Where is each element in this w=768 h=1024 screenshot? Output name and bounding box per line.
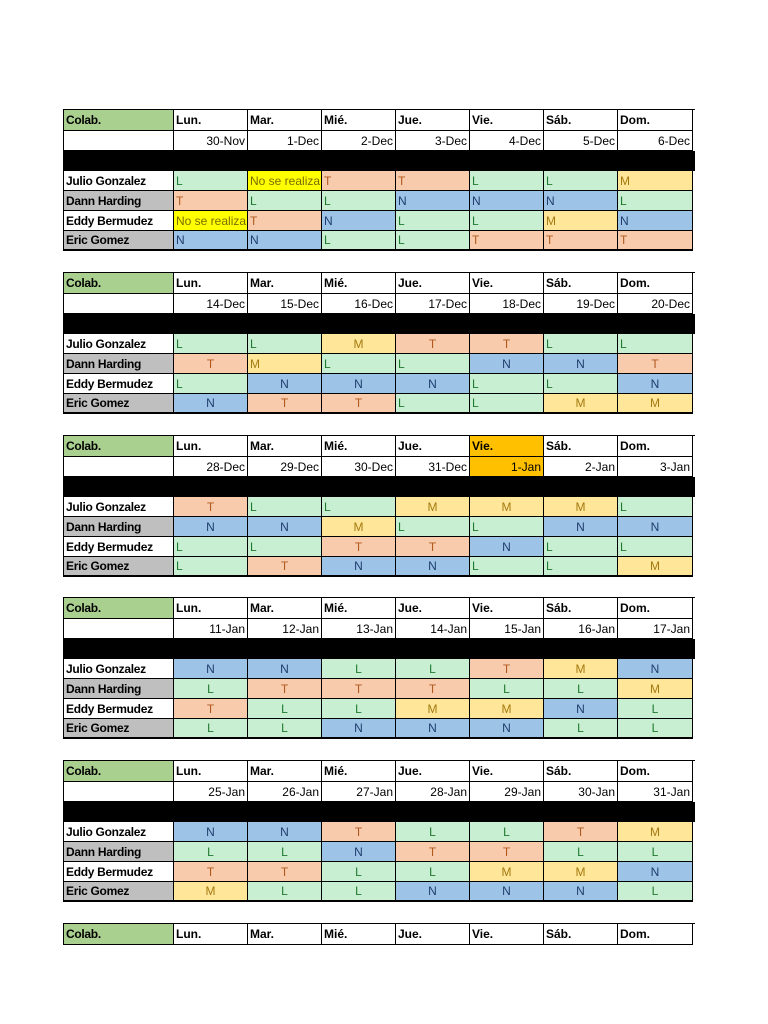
shift-cell[interactable]: T: [322, 171, 396, 191]
shift-cell[interactable]: L: [470, 822, 544, 842]
shift-cell[interactable]: M: [544, 659, 618, 679]
employee-name-cell[interactable]: Dann Harding: [64, 679, 174, 699]
day-header-cell[interactable]: Lun.: [174, 598, 248, 619]
shift-cell[interactable]: N: [544, 354, 618, 374]
shift-cell[interactable]: L: [618, 719, 693, 739]
shift-cell[interactable]: N: [544, 517, 618, 537]
employee-name-cell[interactable]: Julio Gonzalez: [64, 497, 174, 517]
shift-cell[interactable]: T: [322, 822, 396, 842]
date-cell[interactable]: 5-Dec: [544, 131, 618, 151]
shift-cell[interactable]: N: [322, 374, 396, 394]
day-header-cell[interactable]: Mié.: [322, 924, 396, 945]
shift-cell[interactable]: L: [396, 822, 470, 842]
colab-header-cell[interactable]: Colab.: [64, 436, 174, 457]
shift-cell[interactable]: L: [322, 231, 396, 251]
shift-cell[interactable]: T: [396, 171, 470, 191]
date-cell[interactable]: 27-Jan: [322, 782, 396, 802]
date-row-blank-cell[interactable]: [64, 782, 174, 802]
date-cell[interactable]: 13-Jan: [322, 619, 396, 639]
shift-cell[interactable]: N: [174, 822, 248, 842]
table-row: [64, 699, 695, 719]
shift-cell[interactable]: L: [322, 882, 396, 902]
date-cell[interactable]: 11-Jan: [174, 619, 248, 639]
shift-cell[interactable]: L: [618, 537, 693, 557]
header-row: [64, 436, 695, 457]
employee-name-cell[interactable]: Julio Gonzalez: [64, 822, 174, 842]
date-row-blank-cell[interactable]: [64, 619, 174, 639]
table-row: [64, 171, 695, 191]
date-cell[interactable]: 19-Dec: [544, 294, 618, 314]
date-row-blank-cell[interactable]: [64, 457, 174, 477]
day-header-cell[interactable]: Jue.: [396, 598, 470, 619]
table-row: [64, 882, 695, 902]
shift-cell[interactable]: L: [618, 497, 693, 517]
day-header-cell[interactable]: Dom.: [618, 924, 693, 945]
shift-cell[interactable]: L: [396, 517, 470, 537]
day-header-cell[interactable]: Mar.: [248, 924, 322, 945]
date-cell[interactable]: 15-Jan: [470, 619, 544, 639]
day-header-cell[interactable]: Mar.: [248, 598, 322, 619]
colab-header-cell[interactable]: Colab.: [64, 598, 174, 619]
employee-name-cell[interactable]: Eddy Bermudez: [64, 211, 174, 231]
colab-header-cell[interactable]: Colab.: [64, 110, 174, 131]
day-header-cell[interactable]: Sáb.: [544, 273, 618, 294]
shift-cell[interactable]: M: [248, 354, 322, 374]
date-cell[interactable]: 29-Jan: [470, 782, 544, 802]
employee-name-cell[interactable]: Eric Gomez: [64, 882, 174, 902]
header-row: [64, 598, 695, 619]
shift-cell[interactable]: T: [248, 557, 322, 577]
shift-cell[interactable]: N: [248, 822, 322, 842]
date-cell[interactable]: 12-Jan: [248, 619, 322, 639]
separator-bar: [64, 802, 695, 822]
week-grid: [63, 109, 695, 251]
week-table-partial: [63, 923, 694, 945]
date-cell[interactable]: 30-Jan: [544, 782, 618, 802]
shift-cell[interactable]: T: [618, 354, 693, 374]
table-row: [64, 497, 695, 517]
shift-cell[interactable]: T: [322, 537, 396, 557]
shift-cell[interactable]: M: [396, 699, 470, 719]
day-header-cell[interactable]: Vie.: [470, 110, 544, 131]
day-header-cell[interactable]: Mar.: [248, 761, 322, 782]
header-row: [64, 110, 695, 131]
week-table: [63, 597, 694, 739]
date-cell[interactable]: 20-Dec: [618, 294, 693, 314]
date-cell[interactable]: 18-Dec: [470, 294, 544, 314]
shift-cell[interactable]: L: [248, 191, 322, 211]
day-header-cell[interactable]: Mar.: [248, 436, 322, 457]
table-row: [64, 537, 695, 557]
header-row: [64, 273, 695, 294]
shift-cell[interactable]: L: [396, 394, 470, 414]
employee-name-cell[interactable]: Eddy Bermudez: [64, 537, 174, 557]
employee-name-cell[interactable]: Eddy Bermudez: [64, 699, 174, 719]
date-cell[interactable]: 29-Dec: [248, 457, 322, 477]
day-header-cell[interactable]: Jue.: [396, 761, 470, 782]
shift-cell[interactable]: M: [396, 497, 470, 517]
shift-cell[interactable]: M: [322, 517, 396, 537]
shift-cell[interactable]: N: [618, 374, 693, 394]
shift-cell[interactable]: L: [618, 699, 693, 719]
shift-cell[interactable]: T: [248, 679, 322, 699]
table-row: [64, 719, 695, 739]
shift-cell[interactable]: L: [174, 842, 248, 862]
date-cell[interactable]: 2-Jan: [544, 457, 618, 477]
week-grid: [63, 760, 695, 902]
shift-cell[interactable]: L: [544, 334, 618, 354]
table-row: [64, 211, 695, 231]
table-row: [64, 517, 695, 537]
shift-cell[interactable]: T: [174, 862, 248, 882]
shift-cell[interactable]: M: [470, 497, 544, 517]
shift-cell[interactable]: T: [248, 394, 322, 414]
shift-cell[interactable]: N: [322, 557, 396, 577]
shift-cell[interactable]: T: [396, 679, 470, 699]
date-cell[interactable]: 1-Dec: [248, 131, 322, 151]
table-row: [64, 354, 695, 374]
shift-cell[interactable]: L: [174, 557, 248, 577]
shift-cell[interactable]: N: [248, 659, 322, 679]
shift-cell[interactable]: T: [396, 537, 470, 557]
shift-cell[interactable]: N: [396, 882, 470, 902]
day-header-cell[interactable]: Mar.: [248, 110, 322, 131]
shift-cell[interactable]: L: [396, 659, 470, 679]
day-header-cell[interactable]: Lun.: [174, 761, 248, 782]
shift-cell[interactable]: T: [322, 394, 396, 414]
separator-bar: [64, 151, 695, 171]
day-header-cell[interactable]: Jue.: [396, 924, 470, 945]
table-row: [64, 557, 695, 577]
shift-cell[interactable]: L: [248, 842, 322, 862]
week-grid: [63, 272, 695, 414]
date-cell[interactable]: 30-Nov: [174, 131, 248, 151]
day-header-cell[interactable]: Lun.: [174, 110, 248, 131]
shift-cell[interactable]: L: [618, 191, 693, 211]
separator-bar: [64, 477, 695, 497]
table-row: [64, 374, 695, 394]
shift-cell[interactable]: T: [174, 699, 248, 719]
day-header-cell[interactable]: Lun.: [174, 924, 248, 945]
shift-cell[interactable]: N: [544, 882, 618, 902]
employee-name-cell[interactable]: Dann Harding: [64, 517, 174, 537]
day-header-cell[interactable]: Dom.: [618, 436, 693, 457]
shift-cell[interactable]: L: [396, 354, 470, 374]
shift-cell[interactable]: N: [470, 191, 544, 211]
date-cell[interactable]: 31-Dec: [396, 457, 470, 477]
date-cell[interactable]: 28-Jan: [396, 782, 470, 802]
shift-cell[interactable]: N: [248, 517, 322, 537]
day-header-cell[interactable]: Vie.: [470, 924, 544, 945]
employee-name-cell[interactable]: Eric Gomez: [64, 719, 174, 739]
shift-cell[interactable]: No se realiza: [174, 211, 248, 231]
day-header-cell[interactable]: Mié.: [322, 110, 396, 131]
shift-cell[interactable]: N: [248, 231, 322, 251]
shift-cell[interactable]: No se realiza: [248, 171, 322, 191]
shift-cell[interactable]: L: [470, 394, 544, 414]
shift-cell[interactable]: M: [174, 882, 248, 902]
shift-cell[interactable]: M: [544, 862, 618, 882]
table-row: [64, 679, 695, 699]
date-cell[interactable]: 2-Dec: [322, 131, 396, 151]
date-cell[interactable]: 30-Dec: [322, 457, 396, 477]
employee-name-cell[interactable]: Julio Gonzalez: [64, 659, 174, 679]
day-header-cell[interactable]: Dom.: [618, 273, 693, 294]
shift-cell[interactable]: T: [322, 679, 396, 699]
day-header-cell[interactable]: Lun.: [174, 273, 248, 294]
date-cell[interactable]: 3-Dec: [396, 131, 470, 151]
shift-cell[interactable]: T: [470, 842, 544, 862]
colab-header-cell[interactable]: Colab.: [64, 273, 174, 294]
shift-cell[interactable]: N: [618, 517, 693, 537]
date-cell[interactable]: 14-Dec: [174, 294, 248, 314]
day-header-cell[interactable]: Vie.: [470, 598, 544, 619]
shift-cell[interactable]: N: [544, 699, 618, 719]
week-table: [63, 109, 694, 251]
shift-cell[interactable]: L: [396, 231, 470, 251]
shift-cell[interactable]: M: [618, 394, 693, 414]
day-header-cell[interactable]: Jue.: [396, 436, 470, 457]
shift-cell[interactable]: N: [618, 862, 693, 882]
shift-cell[interactable]: L: [396, 211, 470, 231]
date-row: [64, 294, 695, 314]
shift-cell[interactable]: N: [470, 537, 544, 557]
shift-cell[interactable]: N: [174, 231, 248, 251]
date-cell[interactable]: 28-Dec: [174, 457, 248, 477]
shift-cell[interactable]: N: [544, 191, 618, 211]
date-cell[interactable]: 15-Dec: [248, 294, 322, 314]
shift-cell[interactable]: L: [618, 882, 693, 902]
header-row: [64, 761, 695, 782]
date-cell[interactable]: 4-Dec: [470, 131, 544, 151]
shift-cell[interactable]: N: [322, 211, 396, 231]
shift-cell[interactable]: L: [544, 171, 618, 191]
shift-cell[interactable]: L: [248, 334, 322, 354]
date-cell[interactable]: 25-Jan: [174, 782, 248, 802]
shift-cell[interactable]: L: [174, 679, 248, 699]
shift-cell[interactable]: T: [618, 231, 693, 251]
employee-name-cell[interactable]: Eddy Bermudez: [64, 374, 174, 394]
table-row: [64, 334, 695, 354]
shift-cell[interactable]: N: [174, 659, 248, 679]
shift-cell[interactable]: N: [322, 842, 396, 862]
table-row: [64, 659, 695, 679]
day-header-cell[interactable]: Sáb.: [544, 598, 618, 619]
date-cell[interactable]: 16-Jan: [544, 619, 618, 639]
date-row: [64, 782, 695, 802]
shift-cell[interactable]: L: [396, 862, 470, 882]
shift-cell[interactable]: L: [470, 679, 544, 699]
shift-cell[interactable]: M: [618, 171, 693, 191]
shift-cell[interactable]: M: [618, 679, 693, 699]
employee-name-cell[interactable]: Julio Gonzalez: [64, 171, 174, 191]
shift-cell[interactable]: T: [174, 497, 248, 517]
date-cell[interactable]: 6-Dec: [618, 131, 693, 151]
day-header-cell[interactable]: Vie.: [470, 761, 544, 782]
shift-cell[interactable]: T: [396, 334, 470, 354]
shift-cell[interactable]: T: [544, 231, 618, 251]
shift-cell[interactable]: N: [618, 659, 693, 679]
date-cell[interactable]: 17-Jan: [618, 619, 693, 639]
table-row: [64, 862, 695, 882]
day-header-cell[interactable]: Dom.: [618, 110, 693, 131]
employee-name-cell[interactable]: Eric Gomez: [64, 231, 174, 251]
shift-cell[interactable]: M: [470, 862, 544, 882]
shift-cell[interactable]: T: [174, 191, 248, 211]
day-header-cell[interactable]: Jue.: [396, 110, 470, 131]
shift-cell[interactable]: M: [618, 557, 693, 577]
day-header-cell[interactable]: Mié.: [322, 436, 396, 457]
shift-cell[interactable]: L: [322, 191, 396, 211]
shift-cell[interactable]: L: [174, 537, 248, 557]
shift-cell[interactable]: L: [544, 374, 618, 394]
shift-cell[interactable]: L: [544, 557, 618, 577]
table-row: [64, 842, 695, 862]
shift-cell[interactable]: M: [470, 699, 544, 719]
day-header-cell[interactable]: Lun.: [174, 436, 248, 457]
week-grid: [63, 923, 695, 945]
shift-cell[interactable]: N: [396, 374, 470, 394]
shift-cell[interactable]: L: [248, 882, 322, 902]
colab-header-cell[interactable]: Colab.: [64, 761, 174, 782]
date-cell[interactable]: 26-Jan: [248, 782, 322, 802]
date-cell[interactable]: 31-Jan: [618, 782, 693, 802]
shift-cell[interactable]: L: [544, 842, 618, 862]
shift-cell[interactable]: T: [248, 862, 322, 882]
shift-cell[interactable]: N: [470, 882, 544, 902]
week-table: [63, 760, 694, 902]
day-header-cell[interactable]: Mié.: [322, 761, 396, 782]
date-cell[interactable]: 1-Jan: [470, 457, 544, 477]
date-row-blank-cell[interactable]: [64, 131, 174, 151]
day-header-cell[interactable]: Sáb.: [544, 761, 618, 782]
shift-cell[interactable]: T: [248, 211, 322, 231]
date-row-blank-cell[interactable]: [64, 294, 174, 314]
separator-bar: [64, 639, 695, 659]
shift-cell[interactable]: L: [174, 334, 248, 354]
shift-cell[interactable]: M: [322, 334, 396, 354]
shift-cell[interactable]: N: [618, 211, 693, 231]
shift-cell[interactable]: L: [248, 719, 322, 739]
table-row: [64, 822, 695, 842]
date-cell[interactable]: 14-Jan: [396, 619, 470, 639]
shift-cell[interactable]: L: [174, 374, 248, 394]
week-table: [63, 435, 694, 577]
table-row: [64, 191, 695, 211]
day-header-cell[interactable]: Vie.: [470, 273, 544, 294]
shift-cell[interactable]: N: [470, 354, 544, 374]
day-header-cell[interactable]: Vie.: [470, 436, 544, 457]
shift-cell[interactable]: L: [322, 659, 396, 679]
shift-cell[interactable]: L: [322, 497, 396, 517]
day-header-cell[interactable]: Sáb.: [544, 924, 618, 945]
employee-name-cell[interactable]: Eric Gomez: [64, 394, 174, 414]
week-grid: [63, 597, 695, 739]
shift-cell[interactable]: N: [396, 719, 470, 739]
date-cell[interactable]: 3-Jan: [618, 457, 693, 477]
day-header-cell[interactable]: Sáb.: [544, 436, 618, 457]
day-header-cell[interactable]: Jue.: [396, 273, 470, 294]
shift-cell[interactable]: N: [396, 191, 470, 211]
shift-cell[interactable]: L: [248, 497, 322, 517]
shift-cell[interactable]: N: [396, 557, 470, 577]
shift-cell[interactable]: L: [544, 719, 618, 739]
shift-cell[interactable]: L: [248, 699, 322, 719]
shift-cell[interactable]: L: [322, 699, 396, 719]
day-header-cell[interactable]: Mié.: [322, 273, 396, 294]
shift-cell[interactable]: N: [174, 394, 248, 414]
employee-name-cell[interactable]: Dann Harding: [64, 191, 174, 211]
shift-cell[interactable]: L: [470, 517, 544, 537]
shift-cell[interactable]: L: [322, 354, 396, 374]
shift-cell[interactable]: L: [618, 842, 693, 862]
shift-cell[interactable]: T: [544, 822, 618, 842]
shift-cell[interactable]: L: [470, 557, 544, 577]
shift-cell[interactable]: N: [322, 719, 396, 739]
shift-cell[interactable]: L: [470, 211, 544, 231]
date-cell[interactable]: 16-Dec: [322, 294, 396, 314]
employee-name-cell[interactable]: Eddy Bermudez: [64, 862, 174, 882]
shift-cell[interactable]: L: [470, 374, 544, 394]
day-header-cell[interactable]: Dom.: [618, 598, 693, 619]
shift-cell[interactable]: L: [470, 171, 544, 191]
shift-cell[interactable]: L: [322, 862, 396, 882]
day-header-cell[interactable]: Sáb.: [544, 110, 618, 131]
date-cell[interactable]: 17-Dec: [396, 294, 470, 314]
employee-name-cell[interactable]: Julio Gonzalez: [64, 334, 174, 354]
shift-cell[interactable]: L: [544, 537, 618, 557]
date-row: [64, 131, 695, 151]
separator-bar: [64, 314, 695, 334]
table-row: [64, 231, 695, 251]
shift-cell[interactable]: L: [174, 719, 248, 739]
week-table: [63, 272, 694, 414]
shift-cell[interactable]: L: [248, 537, 322, 557]
shift-cell[interactable]: T: [470, 231, 544, 251]
shift-cell[interactable]: N: [470, 719, 544, 739]
week-grid: [63, 435, 695, 577]
shift-cell[interactable]: M: [544, 394, 618, 414]
shift-cell[interactable]: N: [174, 517, 248, 537]
header-row: [64, 924, 695, 945]
day-header-cell[interactable]: Dom.: [618, 761, 693, 782]
shift-cell[interactable]: M: [544, 497, 618, 517]
date-row: [64, 619, 695, 639]
shift-cell[interactable]: L: [174, 171, 248, 191]
day-header-cell[interactable]: Mar.: [248, 273, 322, 294]
shift-cell[interactable]: T: [470, 334, 544, 354]
shift-cell[interactable]: L: [544, 679, 618, 699]
date-row: [64, 457, 695, 477]
shift-cell[interactable]: N: [248, 374, 322, 394]
shift-cell[interactable]: L: [618, 334, 693, 354]
shift-cell[interactable]: M: [618, 822, 693, 842]
shift-cell[interactable]: T: [174, 354, 248, 374]
day-header-cell[interactable]: Mié.: [322, 598, 396, 619]
table-row: [64, 394, 695, 414]
employee-name-cell[interactable]: Dann Harding: [64, 842, 174, 862]
shift-cell[interactable]: T: [396, 842, 470, 862]
colab-header-cell[interactable]: Colab.: [64, 924, 174, 945]
shift-cell[interactable]: M: [544, 211, 618, 231]
employee-name-cell[interactable]: Dann Harding: [64, 354, 174, 374]
shift-cell[interactable]: T: [470, 659, 544, 679]
employee-name-cell[interactable]: Eric Gomez: [64, 557, 174, 577]
